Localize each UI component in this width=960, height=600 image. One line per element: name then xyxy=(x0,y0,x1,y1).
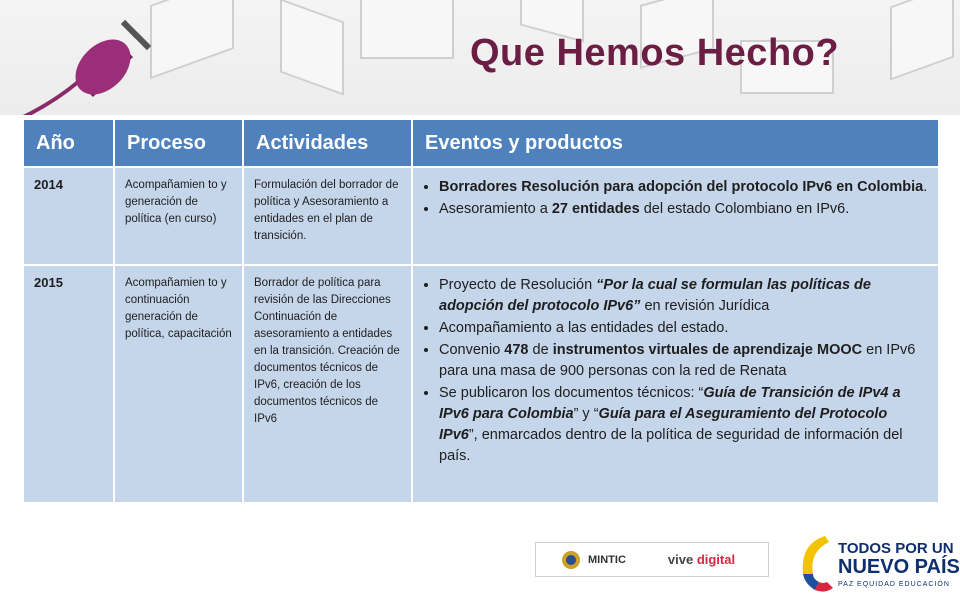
coat-of-arms-icon xyxy=(560,549,582,571)
activities-table xyxy=(22,118,940,504)
list-item: • Proyecto de Resolución “Por la cual se formulan las políticas de adopción del protocolo IPv6” en revisión Jurídica xyxy=(439,275,928,317)
government-logo-text: TODOS POR UN NUEVO PAÍS PAZ EQUIDAD EDUCACIÓN xyxy=(838,540,960,588)
year-cell: 2015 xyxy=(24,266,113,502)
list-item: • Asesoramiento a 27 entidades del estado Colombiano en IPv6. xyxy=(439,199,928,220)
events-cell xyxy=(413,266,938,502)
column-header-process: Proceso xyxy=(115,120,242,166)
table-header-row xyxy=(24,120,938,166)
process-cell: Acompañamien to y continuación generación de política, capacitación xyxy=(115,266,242,502)
events-cell xyxy=(413,168,938,264)
slide-title: Que Hemos Hecho? xyxy=(470,32,840,74)
list-item: • Convenio 478 de instrumentos virtuales de aprendizaje MOOC en IPv6 para una masa de 900 personas con la red de Renata xyxy=(439,340,928,382)
footer xyxy=(0,528,960,600)
list-item: • Se publicaron los documentos técnicos: “Guía de Transición de IPv4 a IPv6 para Colombia” y “Guía para el Aseguramiento del Protocolo IPv6”, enmarcados dentro de la política de seguridad de información del país. xyxy=(439,383,928,467)
activities-cell: Formulación del borrador de política y Asesoramiento a entidades en el plan de transición. xyxy=(244,168,411,264)
table-row xyxy=(24,168,938,264)
column-header-activities: Actividades xyxy=(244,120,411,166)
column-header-events: Eventos y productos xyxy=(413,120,938,166)
table-row xyxy=(24,266,938,502)
list-item: • Borradores Resolución para adopción del protocolo IPv6 en Colombia. xyxy=(439,177,928,198)
partner-logos xyxy=(535,542,769,577)
column-header-year: Año xyxy=(24,120,113,166)
list-item: • Acompañamiento a las entidades del estado. xyxy=(439,318,928,339)
plug-icon xyxy=(8,12,158,115)
activities-cell: Borrador de política para revisión de las Direcciones Continuación de asesoramiento a entidades en la transición. Creación de documentos técnicos de IPv6, creación de los documentos técnicos de IPv6 xyxy=(244,266,411,502)
mintic-logo: MINTIC xyxy=(588,553,626,566)
vive-digital-logo: vive digital xyxy=(667,552,736,567)
year-cell: 2014 xyxy=(24,168,113,264)
flag-emblem-icon xyxy=(795,534,837,594)
process-cell: Acompañamien to y generación de política (en curso) xyxy=(115,168,242,264)
